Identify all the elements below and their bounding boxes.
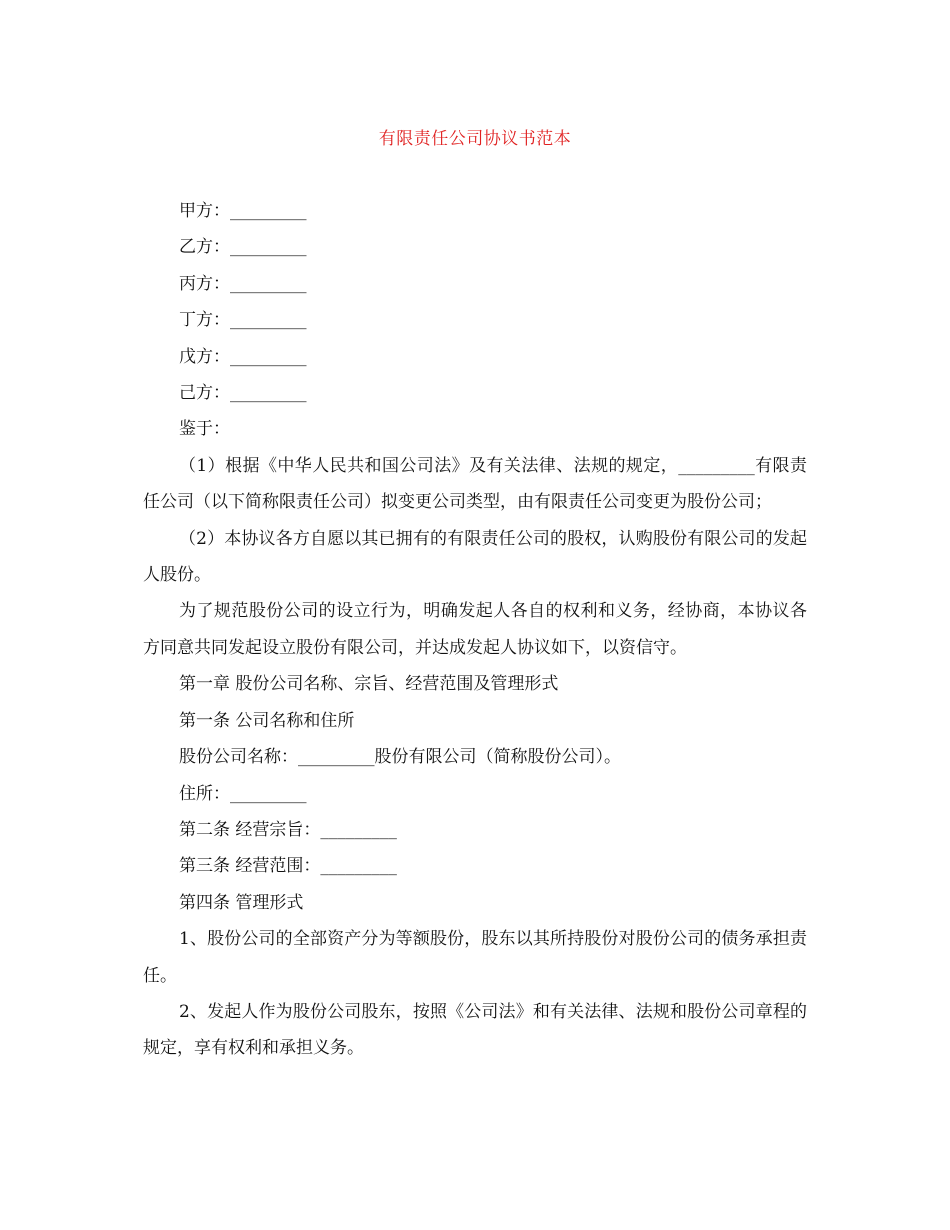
article-1-heading: 第一条 公司名称和住所 (179, 710, 355, 731)
recital-1: （1）根据《中华人民共和国公司法》及有关法律、法规的规定，_________有限责任公司（以下简称限责任公司）拟变更公司类型，由有限责任公司变更为股份公司； (143, 455, 807, 513)
article-3-line: 第三条 经营范围：_________ (179, 856, 397, 877)
article-2-line: 第二条 经营宗旨：_________ (179, 819, 397, 840)
party-a-line: 甲方：_________ (179, 201, 307, 221)
party-e-line: 戊方：_________ (179, 346, 307, 367)
clause-1: 1、股份公司的全部资产分为等额股份，股东以其所持股份对股份公司的债务承担责任。 (143, 929, 807, 986)
document-title: 有限责任公司协议书范本 (378, 129, 572, 149)
whereas-label: 鉴于： (179, 419, 230, 440)
preamble-paragraph: 为了规范股份公司的设立行为，明确发起人各自的权利和义务，经协商，本协议各方同意共同发起设立股份有限公司，并达成发起人协议如下，以资信守。 (143, 601, 807, 658)
company-name-line: 股份公司名称：_________股份有限公司（简称股份公司）。 (179, 747, 621, 768)
clause-2: 2、发起人作为股份公司股东，按照《公司法》和有关法律、法规和股份公司章程的规定，享有权利和承担义务。 (143, 1001, 807, 1059)
party-f-line: 己方：_________ (179, 383, 307, 404)
document-body (143, 193, 807, 1067)
party-d-line: 丁方：_________ (179, 310, 307, 331)
party-b-line: 乙方：_________ (179, 237, 307, 258)
recital-2: （2）本协议各方自愿以其已拥有的有限责任公司的股权，认购股份有限公司的发起人股份。 (143, 528, 807, 586)
article-4-heading: 第四条 管理形式 (179, 892, 304, 913)
address-line: 住所：_________ (179, 783, 307, 804)
party-c-line: 丙方：_________ (179, 273, 307, 294)
chapter-1-heading: 第一章 股份公司名称、宗旨、经营范围及管理形式 (179, 674, 559, 695)
